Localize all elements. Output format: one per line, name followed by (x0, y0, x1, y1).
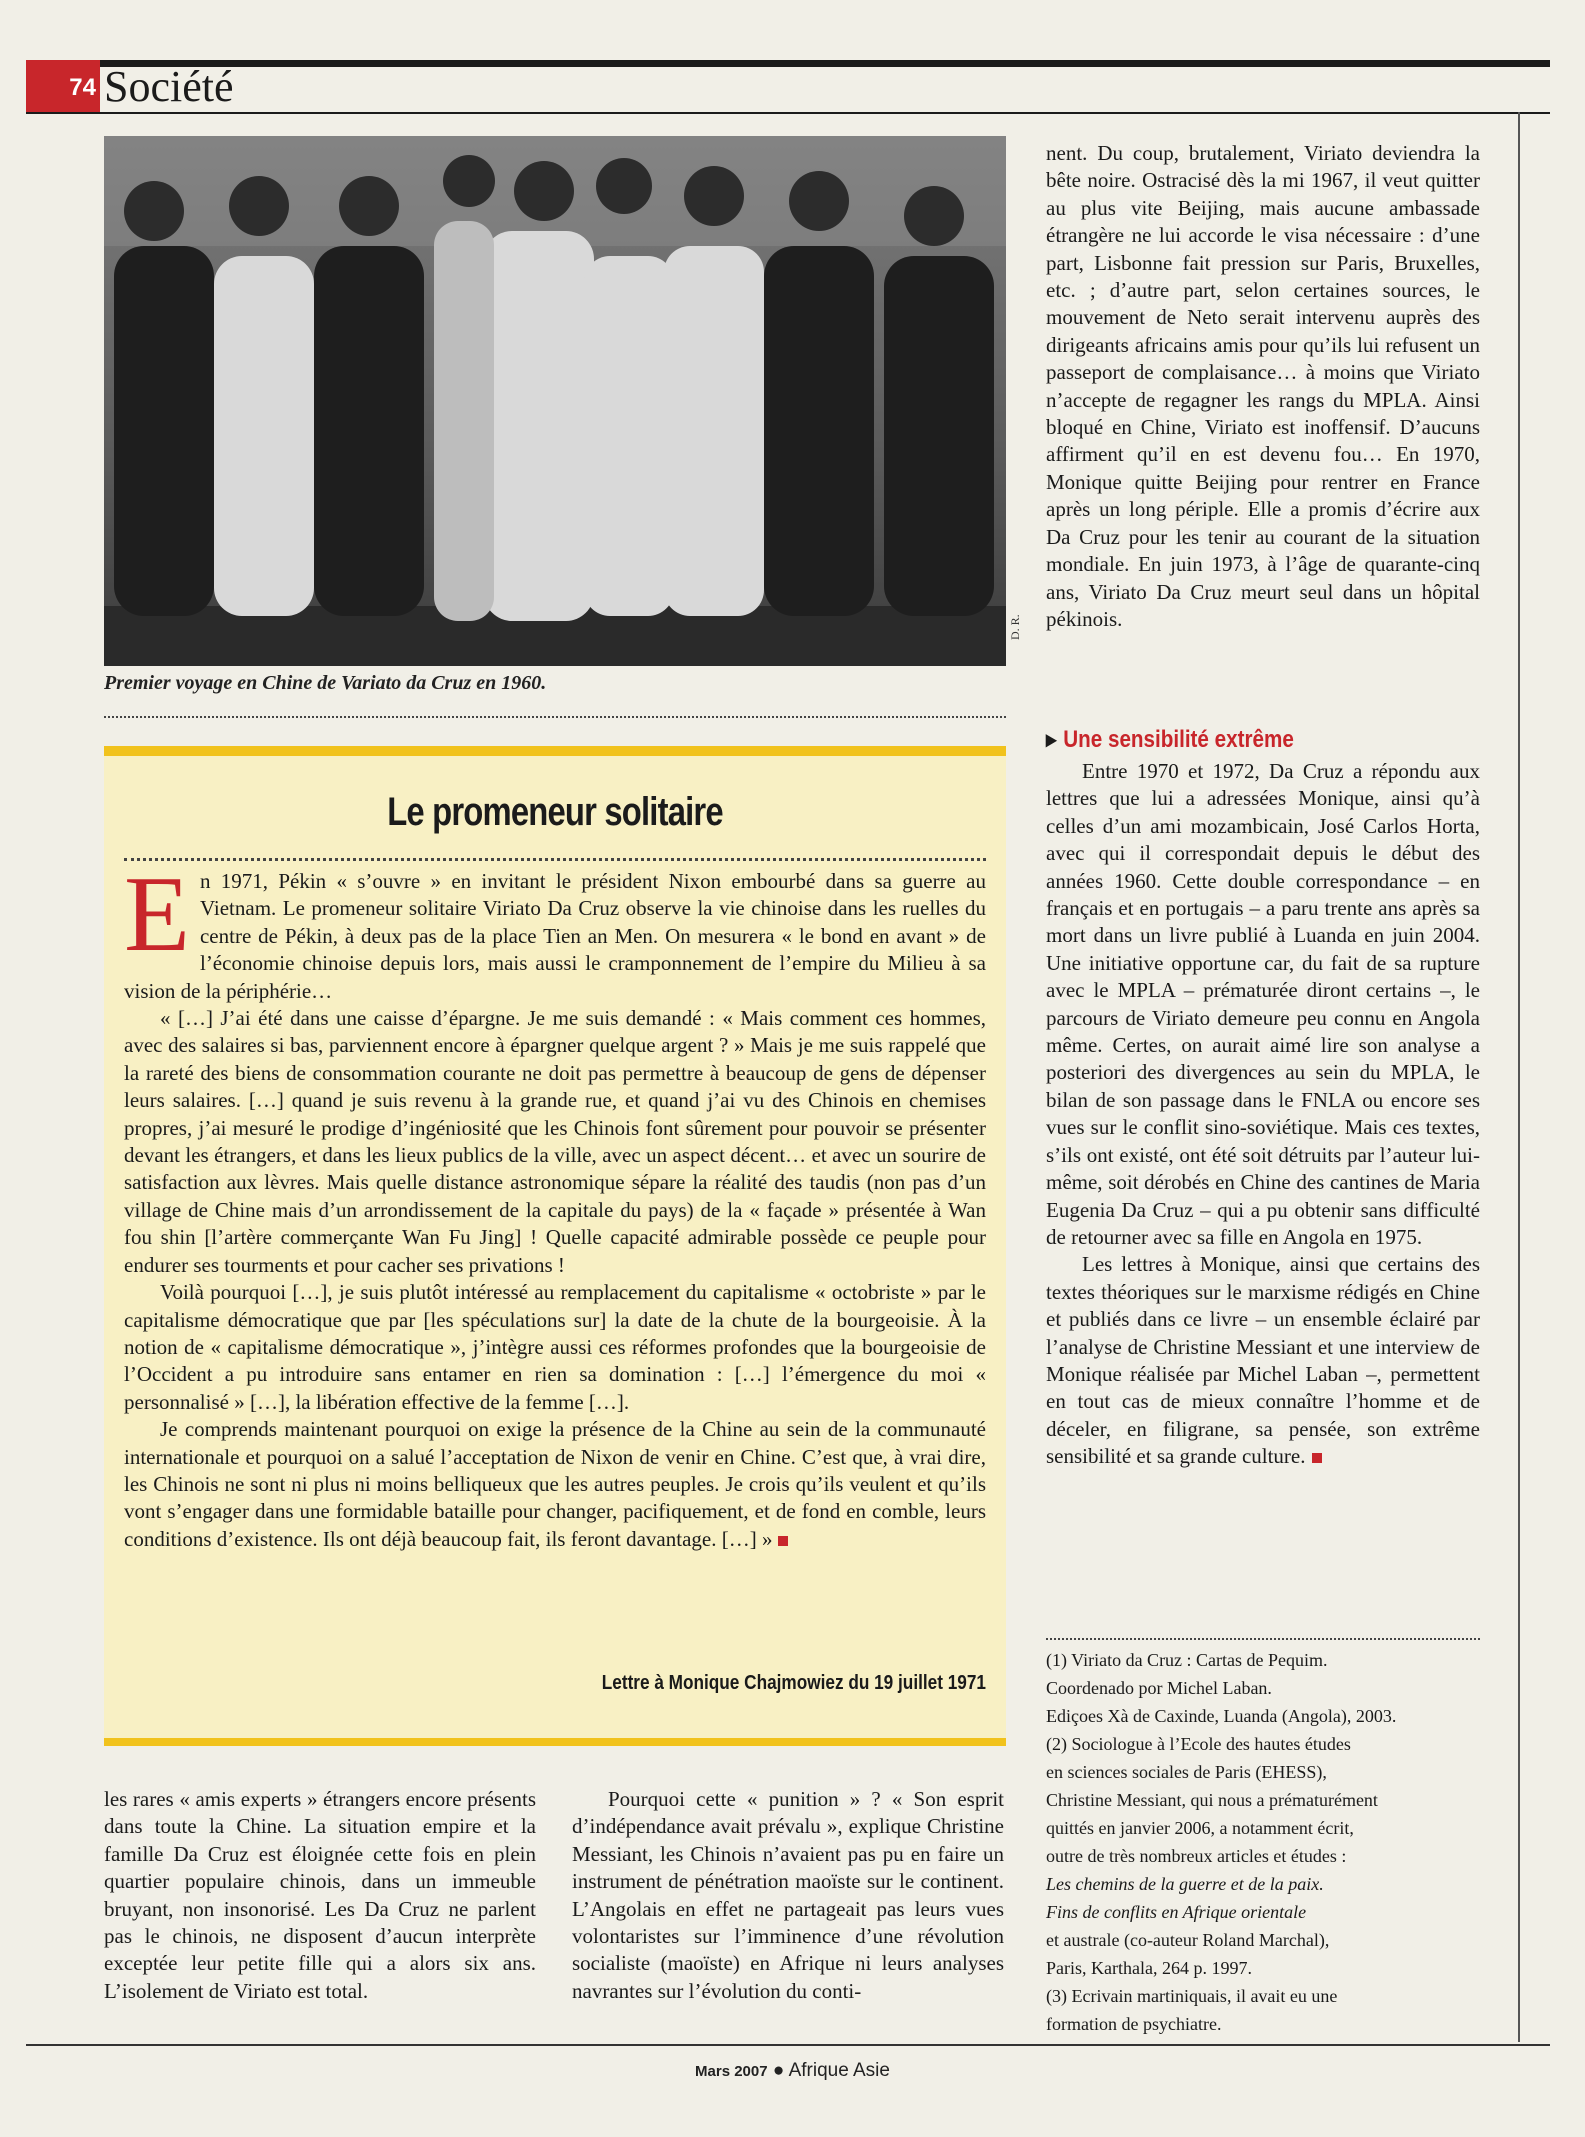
sidebar-title: Le promeneur solitaire (387, 790, 723, 834)
footnote-line: et australe (co-auteur Roland Marchal), (1046, 1930, 1330, 1950)
page-number: 74 (26, 60, 100, 112)
footer-rule (26, 2044, 1550, 2046)
article-paragraph: Pourquoi cette « punition » ? « Son esprit d’indépendance avait prévalu », explique Christine Messiant, les Chinois n’avaient pas pu en faire un instrument de pénétration maoïste sur le continent. L’Angolais en effet ne partageait pas leurs vues volontaristes sur l’imminence d’une révolution socialiste (maoïste) en Afrique ni leurs analyses navrantes sur l’évolution du conti- (572, 1787, 1004, 2003)
footnote-line (1046, 1870, 1480, 1898)
end-mark-icon (1312, 1453, 1322, 1463)
sidebar-title-divider (124, 858, 986, 861)
section-title: Société (104, 62, 234, 111)
header-bar (26, 60, 1550, 67)
footnote-line: quittés en janvier 2006, a notamment écrit, (1046, 1818, 1354, 1838)
footnote-title: Fins de conflits en Afrique orientale (1046, 1902, 1307, 1922)
column-right (1046, 140, 1480, 633)
column-middle (572, 1786, 1004, 2005)
footnote-line: (2) Sociologue à l’Ecole des hautes études (1046, 1734, 1351, 1754)
footnote-line: Christine Messiant, qui nous a prématurément (1046, 1790, 1378, 1810)
footnote-line: formation de psychiatre. (1046, 2014, 1222, 2034)
sidebar-body (124, 855, 986, 1553)
article-paragraph: Entre 1970 et 1972, Da Cruz a répondu aux lettres que lui a adressées Monique, ainsi qu’à celles d’un ami mozambicain, José Carlos Horta, avec qui il correspondait depuis le début des années 1960. Cette double correspondance – en français et en portugais – a paru trente ans après sa mort dans un livre publié à Luanda en juin 2004. Une initiative opportune car, du fait de sa rupture avec le MPLA – prématurée diront certains –, le parcours de Viriato demeure peu connu en Angola même. Certes, on aurait aimé lire son analyse a posteriori des divergences au sein du MPLA, le bilan de son passage dans le FNLA ou encore ses vues sur le conflit sino-soviétique. Mais ces textes, s’ils ont existé, ont été soit détruits par l’auteur lui-même, soit dérobés en Chine des cantines de Maria Eugenia Da Cruz – qui a pu obtenir sans difficulté de retourner avec sa fille en Angola en 1975. (1046, 759, 1480, 1249)
footnote-title: Les chemins de la guerre et de la paix. (1046, 1874, 1324, 1894)
sidebar-box-top-bar (104, 746, 1006, 756)
footer-magazine: Afrique Asie (788, 2060, 890, 2081)
article-paragraph: nent. Du coup, brutalement, Viriato deviendra la bête noire. Ostracisé dès la mi 1967, il veut quitter au plus vite Beijing, mais aucune ambassade étrangère ne lui accorde le visa nécessaire : d’une part, Lisbonne fait pression sur Paris, Bruxelles, etc. ; d’autre part, selon certaines sources, le mouvement de Neto serait intervenu auprès des dirigeants africains amis pour qu’ils lui refusent un passeport de complaisance… à moins que Viriato n’accepte de regagner les rangs du MPLA. Ainsi bloqué en Chine, Viriato est inoffensif. D’aucuns affirment qu’il en est devenu fou… En 1970, Monique quitte Beijing pour rentrer en France après un long périple. Elle a promis d’écrire aux Da Cruz pour les tenir au courant de la situation mondiale. En juin 1973, à l’âge de quarante-cinq ans, Viriato Da Cruz meurt seul dans un hôpital pékinois. (1046, 141, 1480, 631)
sidebar-paragraph: « […] J’ai été dans une caisse d’épargne. Je me suis demandé : « Mais comment ces hommes, avec des salaires si bas, parviennent encore à épargner quelque argent ? » Mais je me suis rappelé que la rareté des biens de consommation courante ne doit pas permettre à beaucoup de gens de dépenser leurs salaires. […] quand je suis revenu à la grande rue, et quand j’ai vu des Chinois en chemises propres, j’ai mesuré le prodige d’ingéniosité que les Chinois font sûrement pour pouvoir se présenter devant les étrangers, et dans les lieux publics de la ville, avec un aspect décent… et avec un sourire de satisfaction aux lèvres. Mais quelle distance astronomique sépare la réalité des taudis (non pas d’un village de Chine mais d’un arrondissement de la capitale du pays) de la « façade » présentée à Wan fou shin [l’artère commerçante Wan Fu Jing] ! Quelle capacité admirable possède ce peuple pour endurer ses tourments et pour cacher ses privations ! (124, 1006, 986, 1277)
sidebar-signature: Lettre à Monique Chajmowiez du 19 juillet 1971 (601, 1672, 986, 1694)
footnote-line: (1) Viriato da Cruz : Cartas de Pequim. (1046, 1650, 1328, 1670)
footer-date: Mars 2007 (695, 2063, 768, 2080)
page-footer (0, 2060, 1585, 2082)
end-mark-icon (778, 1536, 788, 1546)
notes-divider (1046, 1638, 1480, 1640)
footnote-line (1046, 1898, 1480, 1926)
photo-credit: D. R. (1008, 614, 1022, 640)
footnote-line: Paris, Karthala, 264 p. 1997. (1046, 1958, 1252, 1978)
group-photo (104, 136, 1006, 666)
sidebar-paragraph (124, 1416, 986, 1553)
footnote-line: en sciences sociales de Paris (EHESS), (1046, 1762, 1327, 1782)
footnote-line: Coordenado por Michel Laban. (1046, 1678, 1272, 1698)
article-paragraph (1046, 1251, 1480, 1470)
caption-divider (104, 716, 1006, 718)
header-rule (26, 112, 1550, 114)
sidebar-paragraph: n 1971, Pékin « s’ouvre » en invitant le président Nixon embourbé dans sa guerre au Vietnam. Le promeneur solitaire Viriato Da Cruz observe la vie chinoise dans les ruelles du centre de Pékin, à deux pas de la place Tien an Men. On mesurera « le bond en avant » de l’économie chinoise depuis lors, mais aussi le cramponnement de l’empire du Milieu à sa vision de la périphérie… (124, 869, 986, 1003)
column-left (104, 1786, 536, 2005)
sidebar-paragraph-text: Je comprends maintenant pourquoi on exige la présence de la Chine au sein de la communauté internationale et pourquoi on a salué l’acceptation de Nixon de venir en Chine. C’est que, à vrai dire, les Chinois ne sont ni plus ni moins belliqueux que les autres peuples. Je crois qu’ils veulent et qu’ils vont s’engager dans une formidable bataille pour changer, pacifiquement, et de fond en comble, leurs conditions d’existence. Ils ont déjà beaucoup fait, ils feront davantage. […] » (124, 1417, 986, 1551)
footnote-line: outre de très nombreux articles et études : (1046, 1846, 1347, 1866)
sidebar-box-bottom-bar (104, 1738, 1006, 1746)
footnote-line: Ediçoes Xà de Caxinde, Luanda (Angola), 2003. (1046, 1706, 1397, 1726)
footnote-line: (3) Ecrivain martiniquais, il avait eu une (1046, 1986, 1338, 2006)
right-margin-rule (1518, 112, 1520, 2042)
article-paragraph-text: Les lettres à Monique, ainsi que certains des textes théoriques sur le marxisme rédigés en Chine et publiés dans ce livre – un ensemble éclairé par l’analyse de Christine Messiant et une interview de Monique réalisée par Michel Laban –, permettent en tout cas de mieux connaître l’homme et de déceler, en filigrane, sa pensée, son extrême sensibilité et sa grande culture. (1046, 1252, 1480, 1469)
group-photo-illustration (104, 136, 1006, 666)
sidebar-paragraph: Voilà pourquoi […], je suis plutôt intéressé au remplacement du capitalisme « octobriste » par le capitalisme démocratique que par [les spéculations sur] la date de la chute de la bourgeoisie. À la notion de « capitalisme démocratique », j’intègre aussi ces réformes profondes que la bourgeoisie de l’Occident a pu introduire sans entamer en rien sa domination : […] l’émergence du moi « personnalisé » […], la libération effective de la femme […]. (124, 1280, 986, 1414)
footer-bullet-icon: ● (772, 2060, 789, 2081)
article-paragraph: les rares « amis experts » étrangers encore présents dans toute la Chine. La situation empire et la famille Da Cruz est éloignée cette fois en plein quartier populaire chinois, dans un immeuble bruyant, non insonorisé. Les Da Cruz ne parlent pas le chinois, ne disposent d’aucun interprète exceptée leur petite fille qui a alors six ans. L’isolement de Viriato est total. (104, 1787, 536, 2003)
footnotes (1046, 1646, 1480, 2038)
column-right-continued (1046, 758, 1480, 1471)
photo-caption: Premier voyage en Chine de Variato da Cruz en 1960. (104, 672, 547, 694)
subheading: ▸ Une sensibilité extrême (1046, 725, 1294, 754)
drop-cap: E (124, 855, 190, 974)
